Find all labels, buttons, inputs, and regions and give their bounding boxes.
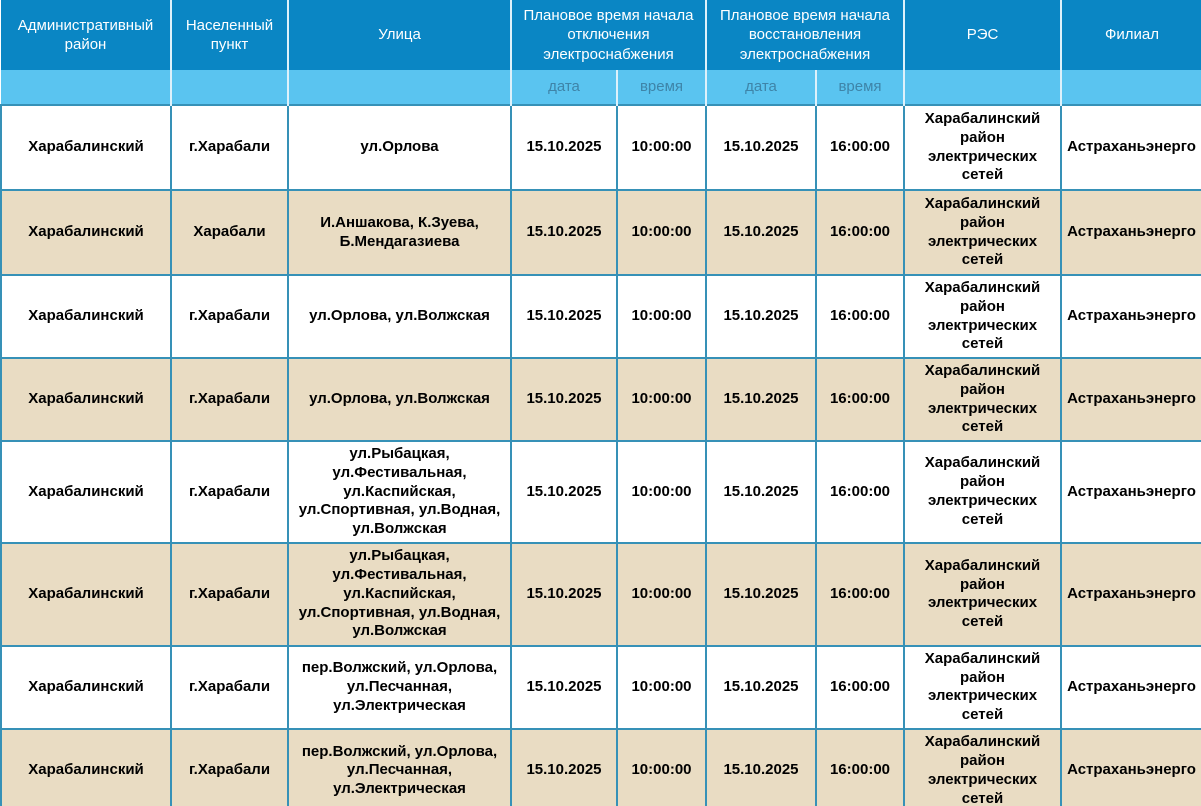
table-row (1, 729, 1201, 806)
cell-settlement: Харабали (171, 190, 288, 275)
cell-district: Харабалинский (1, 543, 171, 646)
subheader-district-empty (1, 70, 171, 105)
cell-restore-time: 16:00:00 (816, 543, 904, 646)
cell-settlement: г.Харабали (171, 543, 288, 646)
cell-res: Харабалинский район электрических сетей (904, 729, 1061, 806)
cell-settlement: г.Харабали (171, 646, 288, 729)
cell-res: Харабалинский район электрических сетей (904, 275, 1061, 358)
cell-settlement: г.Харабали (171, 275, 288, 358)
subheader-street-empty (288, 70, 511, 105)
cell-outage-date: 15.10.2025 (511, 275, 617, 358)
cell-res: Харабалинский район электрических сетей (904, 190, 1061, 275)
header-street: Улица (288, 0, 511, 70)
table-row (1, 441, 1201, 543)
cell-restore-date: 15.10.2025 (706, 190, 816, 275)
table-header (1, 0, 1201, 105)
subheader-settlement-empty (171, 70, 288, 105)
table-row (1, 105, 1201, 190)
cell-district: Харабалинский (1, 729, 171, 806)
cell-outage-time: 10:00:00 (617, 275, 706, 358)
cell-settlement: г.Харабали (171, 441, 288, 543)
cell-outage-date: 15.10.2025 (511, 105, 617, 190)
table-row (1, 190, 1201, 275)
cell-outage-date: 15.10.2025 (511, 358, 617, 441)
header-outage-time: Плановое время начала отключения электроснабжения (511, 0, 706, 70)
cell-restore-date: 15.10.2025 (706, 105, 816, 190)
cell-restore-date: 15.10.2025 (706, 646, 816, 729)
cell-outage-time: 10:00:00 (617, 190, 706, 275)
header-row-sub (1, 70, 1201, 105)
cell-restore-time: 16:00:00 (816, 105, 904, 190)
cell-branch: Астраханьэнерго (1061, 441, 1201, 543)
cell-outage-time: 10:00:00 (617, 441, 706, 543)
table-row (1, 358, 1201, 441)
cell-settlement: г.Харабали (171, 105, 288, 190)
cell-branch: Астраханьэнерго (1061, 105, 1201, 190)
cell-res: Харабалинский район электрических сетей (904, 543, 1061, 646)
subheader-restore-date: дата (706, 70, 816, 105)
subheader-res-empty (904, 70, 1061, 105)
cell-street: ул.Орлова, ул.Волжская (288, 275, 511, 358)
cell-district: Харабалинский (1, 190, 171, 275)
cell-settlement: г.Харабали (171, 358, 288, 441)
cell-outage-date: 15.10.2025 (511, 190, 617, 275)
cell-restore-date: 15.10.2025 (706, 543, 816, 646)
cell-street: ул.Рыбацкая, ул.Фестивальная, ул.Каспийская, ул.Спортивная, ул.Водная, ул.Волжская (288, 543, 511, 646)
header-restore-time: Плановое время начала восстановления электроснабжения (706, 0, 904, 70)
cell-branch: Астраханьэнерго (1061, 190, 1201, 275)
cell-outage-date: 15.10.2025 (511, 646, 617, 729)
cell-outage-time: 10:00:00 (617, 646, 706, 729)
cell-restore-time: 16:00:00 (816, 441, 904, 543)
subheader-outage-date: дата (511, 70, 617, 105)
subheader-outage-time: время (617, 70, 706, 105)
cell-restore-time: 16:00:00 (816, 358, 904, 441)
cell-restore-time: 16:00:00 (816, 729, 904, 806)
cell-district: Харабалинский (1, 275, 171, 358)
cell-res: Харабалинский район электрических сетей (904, 358, 1061, 441)
cell-outage-time: 10:00:00 (617, 358, 706, 441)
cell-branch: Астраханьэнерго (1061, 729, 1201, 806)
cell-res: Харабалинский район электрических сетей (904, 105, 1061, 190)
cell-restore-date: 15.10.2025 (706, 441, 816, 543)
header-res: РЭС (904, 0, 1061, 70)
subheader-restore-time: время (816, 70, 904, 105)
header-row-main (1, 0, 1201, 70)
cell-restore-date: 15.10.2025 (706, 358, 816, 441)
cell-branch: Астраханьэнерго (1061, 358, 1201, 441)
cell-restore-time: 16:00:00 (816, 190, 904, 275)
cell-outage-date: 15.10.2025 (511, 543, 617, 646)
cell-outage-date: 15.10.2025 (511, 729, 617, 806)
cell-district: Харабалинский (1, 358, 171, 441)
cell-restore-date: 15.10.2025 (706, 275, 816, 358)
header-settlement: Населенный пункт (171, 0, 288, 70)
subheader-branch-empty (1061, 70, 1201, 105)
header-branch: Филиал (1061, 0, 1201, 70)
cell-district: Харабалинский (1, 105, 171, 190)
cell-branch: Астраханьэнерго (1061, 646, 1201, 729)
cell-street: ул.Орлова, ул.Волжская (288, 358, 511, 441)
table-row (1, 543, 1201, 646)
cell-res: Харабалинский район электрических сетей (904, 441, 1061, 543)
cell-res: Харабалинский район электрических сетей (904, 646, 1061, 729)
header-district: Административный район (1, 0, 171, 70)
cell-outage-date: 15.10.2025 (511, 441, 617, 543)
cell-street: пер.Волжский, ул.Орлова, ул.Песчанная, ул.Электрическая (288, 729, 511, 806)
table-row (1, 646, 1201, 729)
cell-restore-time: 16:00:00 (816, 646, 904, 729)
cell-street: И.Аншакова, К.Зуева, Б.Мендагазиева (288, 190, 511, 275)
cell-street: пер.Волжский, ул.Орлова, ул.Песчанная, ул.Электрическая (288, 646, 511, 729)
cell-outage-time: 10:00:00 (617, 729, 706, 806)
cell-branch: Астраханьэнерго (1061, 543, 1201, 646)
cell-outage-time: 10:00:00 (617, 543, 706, 646)
cell-outage-time: 10:00:00 (617, 105, 706, 190)
cell-settlement: г.Харабали (171, 729, 288, 806)
cell-street: ул.Орлова (288, 105, 511, 190)
table-body (1, 105, 1201, 806)
cell-street: ул.Рыбацкая, ул.Фестивальная, ул.Каспийская, ул.Спортивная, ул.Водная, ул.Волжская (288, 441, 511, 543)
cell-restore-date: 15.10.2025 (706, 729, 816, 806)
table-row (1, 275, 1201, 358)
cell-district: Харабалинский (1, 646, 171, 729)
cell-restore-time: 16:00:00 (816, 275, 904, 358)
cell-district: Харабалинский (1, 441, 171, 543)
cell-branch: Астраханьэнерго (1061, 275, 1201, 358)
